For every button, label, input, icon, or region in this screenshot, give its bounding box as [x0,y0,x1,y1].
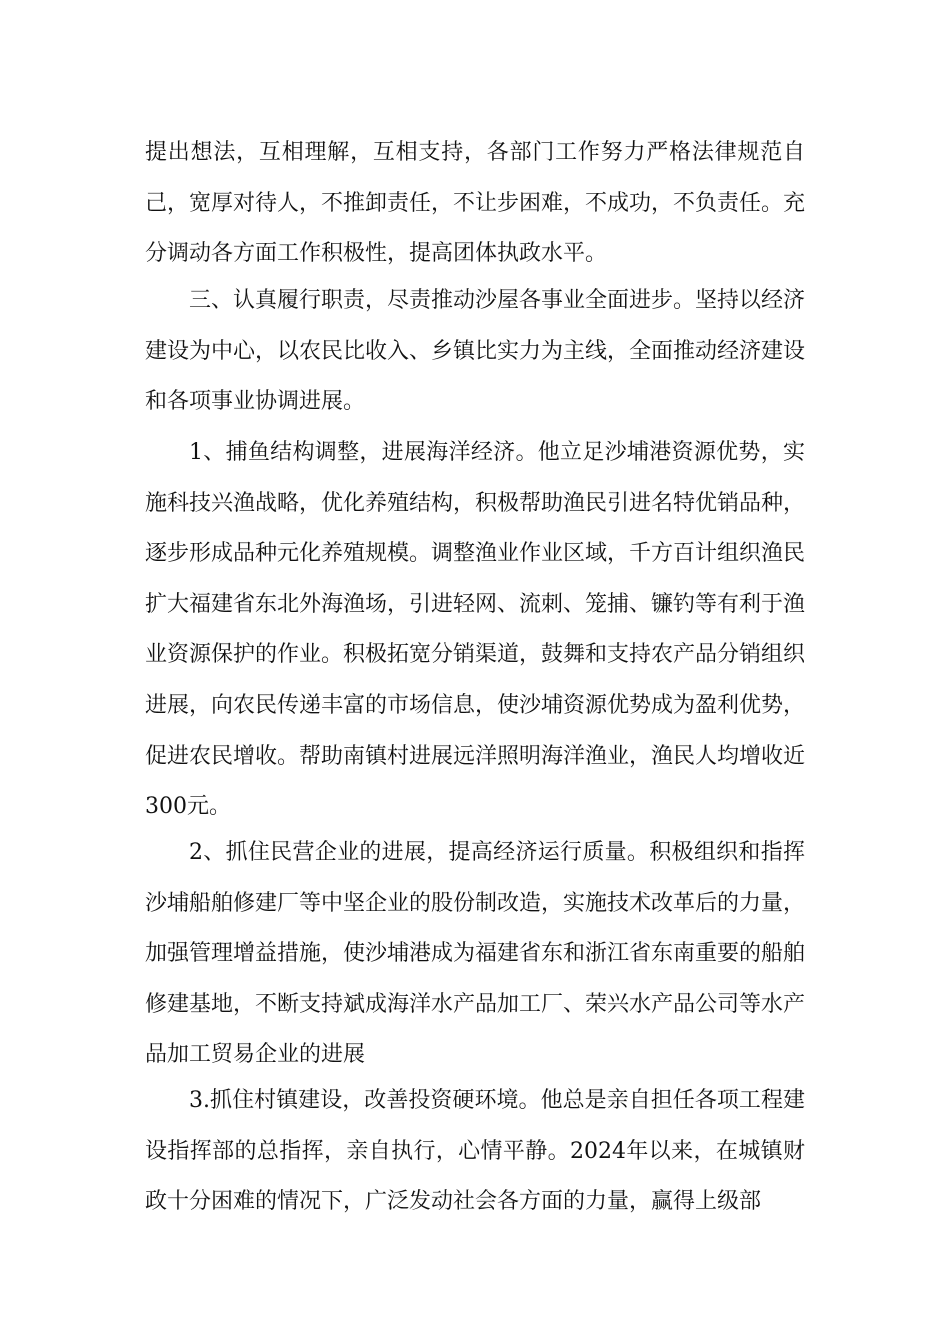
paragraph-item-two: 2、抓住民营企业的进展，提高经济运行质量。积极组织和指挥沙埔船舶修建厂等中坚企业的股份制改造，实施技术改革后的力量，加强管理增益措施，使沙埔港成为福建省东和浙江省东南重要的船舶修建基地，不断支持斌成海洋水产品加工厂、荣兴水产品公司等水产品加工贸易企业的进展 [145,840,806,1068]
paragraph-section-three: 三、认真履行职责，尽责推动沙屋各事业全面进步。坚持以经济建设为中心，以农民比收入、乡镇比实力为主线，全面推动经济建设和各项事业协调进展。 [145,288,806,415]
body-text [145,128,805,280]
body-text [145,1076,805,1228]
body-text [145,828,805,1081]
paragraph-item-one: 1、捕鱼结构调整，进展海洋经济。他立足沙埔港资源优势，实施科技兴渔战略，优化养殖结构，积极帮助渔民引进名特优销品种，逐步形成品种元化养殖规模。调整渔业作业区域，千方百计组织渔民扩大福建省东北外海渔场，引进轻网、流刺、笼捕、镰钓等有利于渔业资源保护的作业。积极拓宽分销渠道，鼓舞和支持农产品分销组织进展，向农民传递丰富的市场信息，使沙埔资源优势成为盈利优势，促进农民增收。帮助南镇村进展远洋照明海洋渔业，渔民人均增收近300元。 [145,440,806,820]
body-text [145,276,805,428]
body-text [145,428,805,833]
paragraph-continuation: 提出想法，互相理解，互相支持，各部门工作努力严格法律规范自己，宽厚对待人，不推卸责任，不让步困难，不成功，不负责任。充分调动各方面工作积极性，提高团体执政水平。 [145,140,806,267]
paragraph-item-three: 3.抓住村镇建设，改善投资硬环境。他总是亲自担任各项工程建设指挥部的总指挥，亲自执行，心情平静。2024年以来，在城镇财政十分困难的情况下，广泛发动社会各方面的力量，赢得上级部 [145,1088,805,1215]
